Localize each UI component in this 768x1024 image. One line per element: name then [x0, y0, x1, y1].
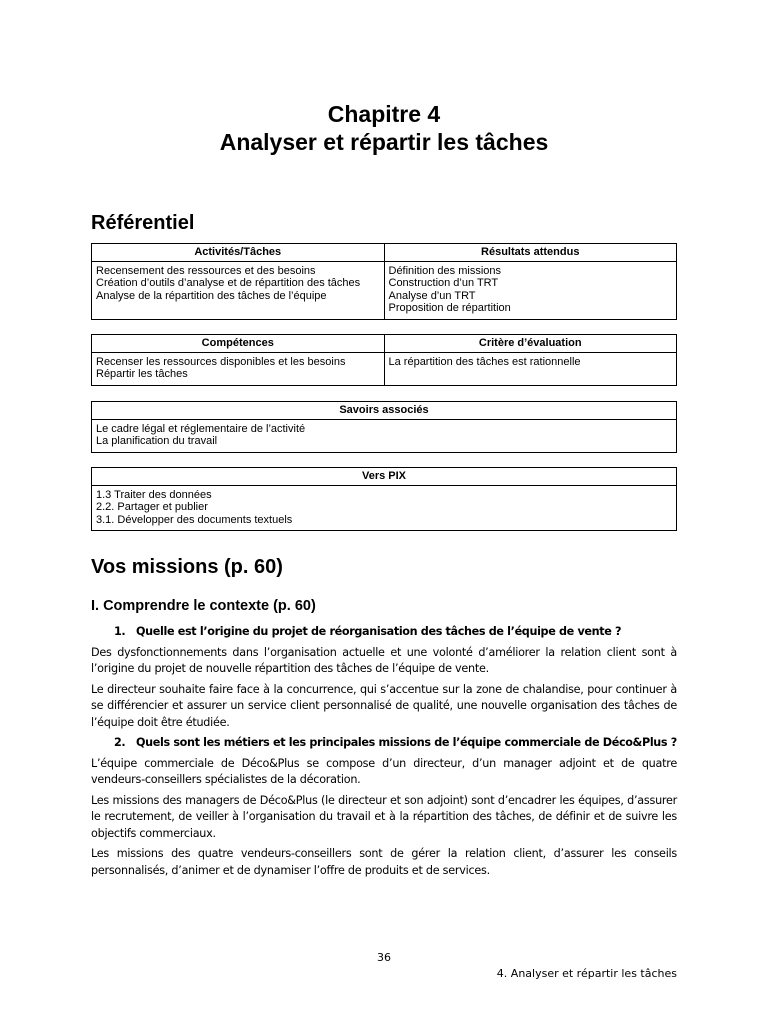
cell-line: Création d’outils d’analyse et de répartition des tâches — [96, 277, 361, 290]
table-cell — [92, 352, 385, 385]
cell-line: La planification du travail — [96, 435, 218, 448]
table-header-cell: Critère d’évaluation — [384, 335, 677, 353]
table-header-row — [92, 244, 677, 262]
page-number: 36 — [377, 951, 391, 964]
table-activites — [91, 243, 677, 320]
cell-line: Construction d’un TRT — [388, 277, 499, 290]
table-header-row — [92, 468, 677, 486]
question-number: 1. — [114, 625, 126, 638]
table-savoirs — [91, 401, 677, 453]
answer-paragraph: L’équipe commerciale de Déco&Plus se compose d’un directeur, d’un manager adjoint et de quatre vendeurs-conseillers spécialistes de la décoration. — [91, 756, 677, 786]
table-row — [92, 485, 677, 531]
table-cell — [92, 485, 677, 531]
table-cell — [92, 261, 385, 319]
question-2 — [91, 735, 677, 752]
chapter-number: Chapitre 4 — [327, 101, 441, 127]
cell-line: Le cadre légal et réglementaire de l’activité — [96, 422, 306, 435]
table-vers-pix — [91, 467, 677, 531]
table-header-cell: Résultats attendus — [384, 244, 677, 262]
answer-paragraph: Le directeur souhaite faire face à la concurrence, qui s’accentue sur la zone de chalandise, pour continuer à se différencier et assurer un service client personnalisé de qualité, une nouvelle organisation des tâches de l’équipe doit être étudiée. — [91, 682, 677, 729]
referentiel-heading: Référentiel — [91, 212, 195, 234]
cell-line: Répartir les tâches — [96, 368, 188, 381]
cell-line: 2.2. Partager et publier — [96, 501, 208, 514]
table-row — [92, 352, 677, 385]
cell-line: 1.3 Traiter des données — [96, 488, 212, 501]
table-header-cell: Vers PIX — [92, 468, 677, 486]
missions-heading: Vos missions (p. 60) — [91, 556, 283, 578]
table-cell — [92, 419, 677, 452]
table-header-cell: Activités/Tâches — [92, 244, 385, 262]
question-1 — [91, 624, 677, 641]
cell-line: Analyse de la répartition des tâches de l’équipe — [96, 289, 327, 302]
cell-line: Proposition de répartition — [388, 302, 511, 315]
cell-line: Recensement des ressources et des besoins — [96, 264, 316, 277]
question-text: Quelle est l’origine du projet de réorganisation des tâches de l’équipe de vente ? — [136, 625, 622, 638]
cell-line: Analyse d’un TRT — [388, 289, 476, 302]
section-heading: I. Comprendre le contexte (p. 60) — [91, 598, 316, 614]
cell-line: 3.1. Développer des documents textuels — [96, 513, 293, 526]
table-header-row — [92, 402, 677, 420]
chapter-name: Analyser et répartir les tâches — [219, 129, 549, 155]
question-number: 2. — [114, 736, 126, 749]
table-competences — [91, 334, 677, 386]
missions-body — [91, 624, 677, 883]
answer-paragraph: Les missions des managers de Déco&Plus (le directeur et son adjoint) sont d’encadrer les équipes, d’assurer le recrutement, de veiller à l’organisation du travail et à la répartition des tâches, de définir et de suivre les objectifs commerciaux. — [91, 793, 677, 840]
running-title: 4. Analyser et répartir les tâches — [496, 967, 677, 980]
table-header-row — [92, 335, 677, 353]
answer-paragraph: Les missions des quatre vendeurs-conseillers sont de gérer la relation client, d’assurer les conseils personnalisés, d’animer et de dynamiser l’offre de produits et de services. — [91, 847, 677, 877]
question-text: Quels sont les métiers et les principales missions de l’équipe commerciale de Déco&Plus ? — [136, 736, 677, 749]
table-header-cell: Savoirs associés — [92, 402, 677, 420]
cell-line: Définition des missions — [388, 264, 501, 277]
cell-line: Recenser les ressources disponibles et les besoins — [96, 355, 346, 368]
answer-paragraph: Des dysfonctionnements dans l’organisation actuelle et une volonté d’améliorer la relation client sont à l’origine du projet de nouvelle répartition des tâches de l’équipe de vente. — [91, 645, 677, 675]
table-header-cell: Compétences — [92, 335, 385, 353]
table-cell — [384, 352, 677, 385]
chapter-title — [91, 100, 677, 156]
table-cell — [384, 261, 677, 319]
table-row — [92, 419, 677, 452]
cell-line: La répartition des tâches est rationnelle — [388, 355, 581, 368]
table-row — [92, 261, 677, 319]
